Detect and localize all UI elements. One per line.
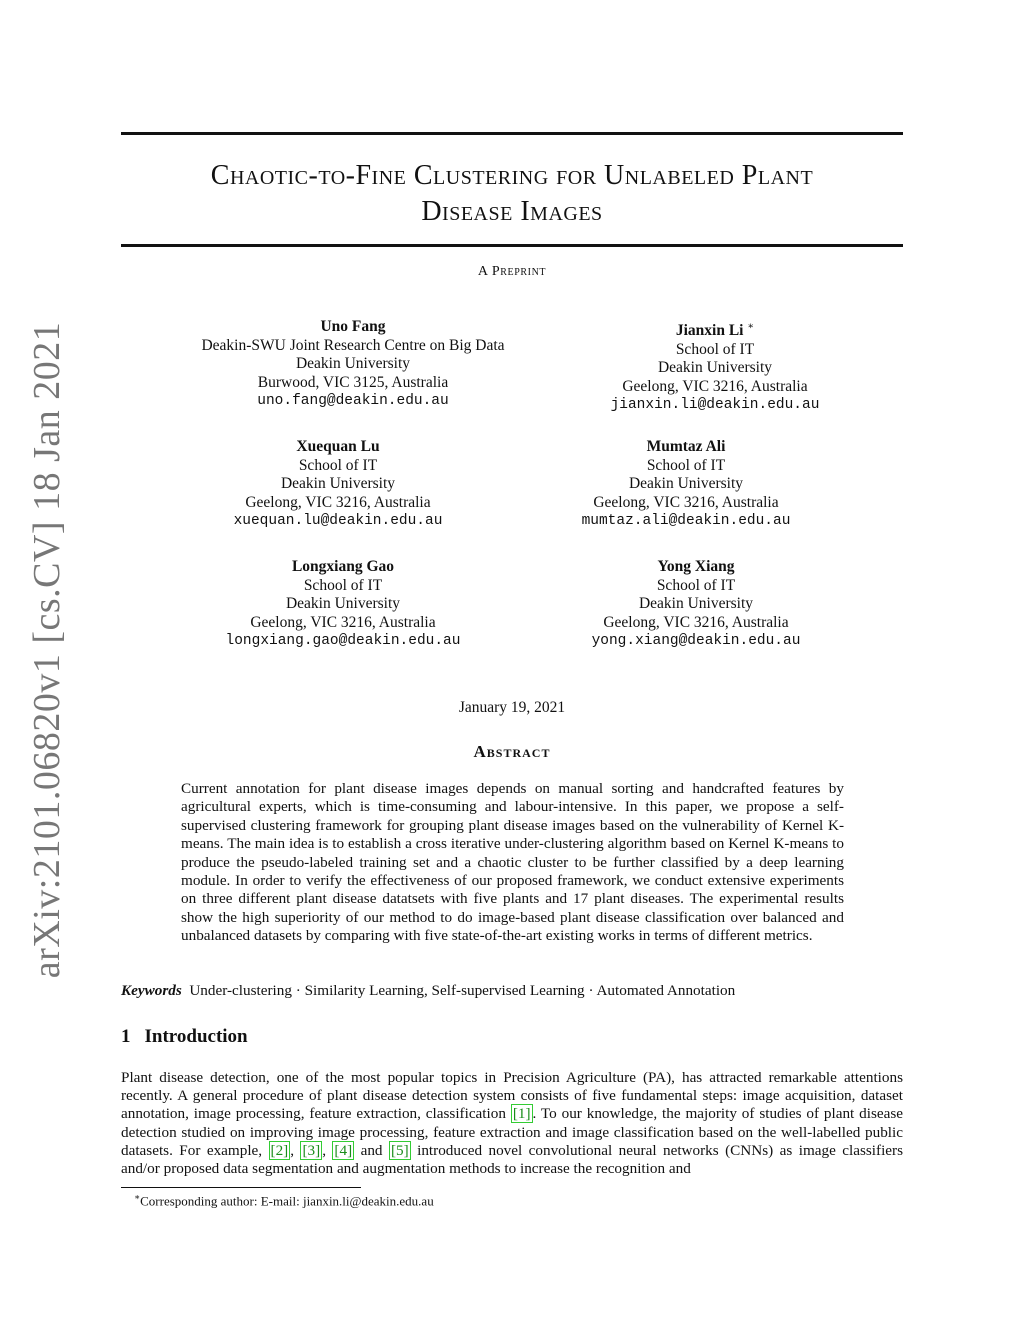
abstract-heading: Abstract xyxy=(473,742,551,761)
author-affiliation: Deakin University xyxy=(295,355,411,372)
author-email[interactable]: xuequan.lu@deakin.edu.au xyxy=(233,513,443,529)
author-affiliation: School of IT xyxy=(298,456,378,474)
citation-link[interactable]: [4] xyxy=(334,1141,353,1159)
citation-link[interactable]: [3] xyxy=(302,1141,321,1159)
author-name: Mumtaz Ali xyxy=(646,438,726,455)
footnote-text: Corresponding author: E-mail: jianxin.li@deakin.edu.au xyxy=(140,1193,434,1209)
author-affiliation: School of IT xyxy=(303,576,383,594)
author-affiliation: School of IT xyxy=(656,576,736,594)
intro-text: Plant disease detection, one of the most popular topics in Precision Agriculture (PA), has attracted remarkable attentions recently. A general procedure of plant disease detection system consists of five fundamental steps: image acquisition, dataset annotation, image processing, feature extraction, classification xyxy=(121,1069,903,1123)
author-block xyxy=(153,318,553,411)
author-affiliation: Deakin University xyxy=(628,475,744,492)
title-line-2: Disease Images xyxy=(421,196,603,227)
author-affiliation: Geelong, VIC 3216, Australia xyxy=(603,613,789,631)
author-affiliation: Geelong, VIC 3216, Australia xyxy=(622,377,808,395)
author-affiliation: Geelong, VIC 3216, Australia xyxy=(250,613,436,631)
arxiv-side-identifier: arXiv:2101.06820v1 [cs.CV] 18 Jan 2021 xyxy=(26,321,68,979)
author-block xyxy=(515,318,915,415)
author-affiliation: School of IT xyxy=(675,340,755,358)
author-affiliation: Deakin-SWU Joint Research Centre on Big Data xyxy=(201,336,505,354)
publication-date: January 19, 2021 xyxy=(458,699,566,716)
preprint-label: A Preprint xyxy=(477,264,547,279)
author-email[interactable]: mumtaz.ali@deakin.edu.au xyxy=(581,513,791,529)
author-email[interactable]: yong.xiang@deakin.edu.au xyxy=(591,633,801,649)
section-number: 1 xyxy=(121,1026,131,1047)
title-line-1: Chaotic-to-Fine Clustering for Unlabeled Plant xyxy=(210,160,814,191)
footnote-rule xyxy=(121,1187,361,1188)
keywords-text: Under-clustering · Similarity Learning, Self-supervised Learning · Automated Annotation xyxy=(189,982,736,999)
corresponding-author-mark: ∗ xyxy=(747,321,755,332)
author-block xyxy=(143,558,543,651)
intro-text: and xyxy=(354,1141,389,1159)
author-affiliation: Burwood, VIC 3125, Australia xyxy=(257,373,449,391)
section-title: Introduction xyxy=(144,1026,248,1047)
abstract-text: Current annotation for plant disease images depends on manual sorting and handcrafted features by agricultural experts, which is time-consuming and labour-intensive. In this paper, we propose a self-supervised clustering framework for grouping plant disease images based on the vulnerability of Kernel K-means. The main idea is to establish a cross iterative under-clustering algorithm based on Kernel K-means to produce the pseudo-labeled training set and a chaotic cluster to be further classified by a deep learning module. In order to verify the effectiveness of our proposed framework, we conduct extensive experiments on three different plant disease datatsets with five plants and 17 plant diseases. The experimental results show the high superiority of our method to do image-based plant disease classification over balanced and unbalanced datasets by comparing with five state-of-the-art existing works in terms of different metrics. xyxy=(181,780,844,945)
title-bottom-rule xyxy=(121,244,903,247)
footnote xyxy=(134,1192,434,1209)
keywords-line xyxy=(121,982,903,1000)
author-affiliation: School of IT xyxy=(646,456,726,474)
author-affiliation: Deakin University xyxy=(638,595,754,612)
author-name: Uno Fang xyxy=(320,318,386,335)
author-name: Yong Xiang xyxy=(657,558,735,575)
paper-title xyxy=(121,158,903,230)
title-top-rule xyxy=(121,132,903,135)
author-block xyxy=(486,438,886,531)
citation-link[interactable]: [2] xyxy=(270,1141,289,1159)
intro-text: , xyxy=(322,1141,333,1159)
citation-link[interactable]: [1] xyxy=(512,1105,531,1123)
author-affiliation: Deakin University xyxy=(285,595,401,612)
author-affiliation: Geelong, VIC 3216, Australia xyxy=(593,493,779,511)
author-name: Jianxin Li xyxy=(675,322,744,340)
footnote-mark: ∗ xyxy=(134,1192,141,1202)
author-email[interactable]: jianxin.li@deakin.edu.au xyxy=(610,397,820,414)
author-affiliation: Deakin University xyxy=(280,475,396,492)
intro-text: , xyxy=(290,1141,301,1159)
author-email[interactable]: longxiang.gao@deakin.edu.au xyxy=(225,633,461,649)
section-heading xyxy=(121,1026,248,1048)
introduction-paragraph xyxy=(121,1069,903,1178)
author-name: Xuequan Lu xyxy=(296,438,380,455)
author-block xyxy=(138,438,538,531)
author-block xyxy=(496,558,896,651)
author-affiliation: Geelong, VIC 3216, Australia xyxy=(245,493,431,511)
author-name: Longxiang Gao xyxy=(291,558,395,575)
intro-text: introduced novel convolutional neural networks (CNNs) as image classifiers and/or proposed data segmentation and augmentation methods to increase the recognition and xyxy=(121,1141,903,1178)
citation-link[interactable]: [5] xyxy=(390,1141,409,1159)
keywords-label: Keywords xyxy=(121,982,182,999)
intro-text: . To our knowledge, the majority of studies of plant disease detection studied on improving image processing, feature extraction and image classification based on the well-labelled public datasets. For example, xyxy=(121,1105,904,1159)
author-name-row xyxy=(515,318,915,341)
author-affiliation: Deakin University xyxy=(657,359,773,377)
author-email[interactable]: uno.fang@deakin.edu.au xyxy=(257,393,449,409)
